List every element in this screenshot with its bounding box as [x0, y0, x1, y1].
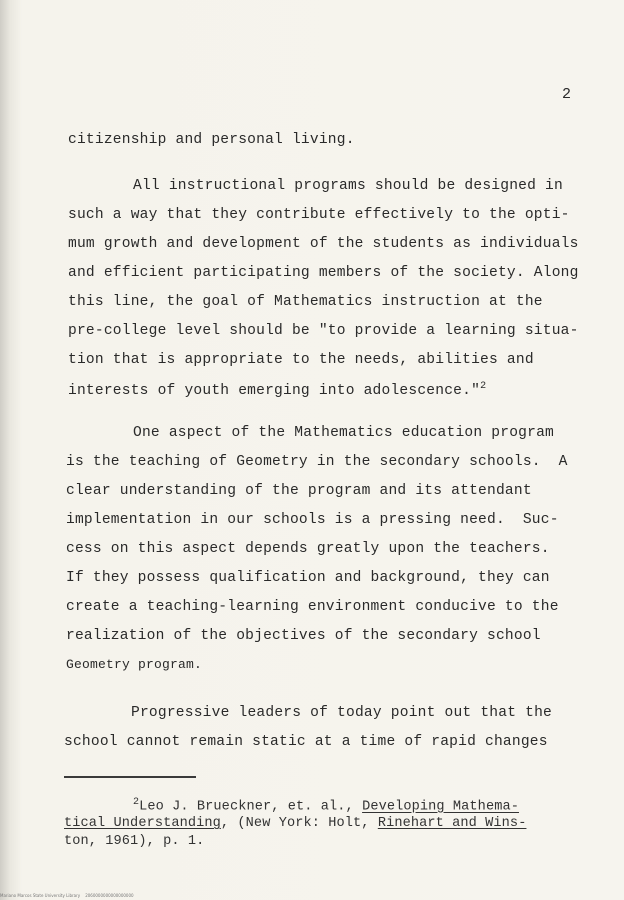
- text-line: cess on this aspect depends greatly upon the teachers.: [66, 541, 550, 557]
- footnote-divider: [64, 776, 196, 778]
- footnote-line: [64, 816, 526, 831]
- text-line: and efficient participating members of the society. Along: [68, 265, 579, 281]
- text-line: school cannot remain static at a time of rapid changes: [64, 734, 548, 750]
- text-line: If they possess qualification and background, they can: [66, 570, 550, 586]
- text-line: clear understanding of the program and its attendant: [66, 483, 532, 499]
- footnote-publisher: , (New York: Holt,: [220, 816, 378, 831]
- footnote-marker: 2: [133, 797, 140, 808]
- text-line: implementation in our schools is a pressing need. Suc-: [66, 512, 559, 528]
- text-line: pre-college level should be "to provide a learning situa-: [68, 323, 579, 339]
- text-line: such a way that they contribute effectively to the opti-: [68, 207, 570, 223]
- text-line: tion that is appropriate to the needs, abilities and: [68, 352, 534, 368]
- text-line: realization of the objectives of the secondary school: [66, 628, 541, 644]
- footnote-ref: 2: [480, 381, 487, 392]
- text-line: Progressive leaders of today point out that the: [131, 705, 553, 721]
- library-stamp: Mariano Marcos State University Library 2060000000000000000: [0, 893, 134, 898]
- text-line: citizenship and personal living.: [68, 132, 355, 148]
- footnote-title-cont: tical Understanding: [64, 816, 221, 831]
- footnote-author: Leo J. Brueckner, et. al.,: [139, 799, 363, 815]
- page-number: 2: [562, 86, 572, 103]
- footnote-line: ton, 1961), p. 1.: [64, 834, 205, 849]
- text-line: is the teaching of Geometry in the secondary schools. A: [66, 454, 568, 470]
- footnote-line: [133, 797, 519, 815]
- text-line: Geometry program.: [66, 657, 203, 672]
- text-line: [68, 381, 486, 399]
- text-line-body: interests of youth emerging into adolescence.": [68, 382, 481, 399]
- text-line: mum growth and development of the students as individuals: [68, 236, 579, 252]
- text-line: this line, the goal of Mathematics instruction at the: [68, 294, 543, 310]
- text-line: One aspect of the Mathematics education program: [133, 425, 555, 441]
- text-line: All instructional programs should be designed in: [133, 178, 563, 194]
- footnote-publisher-u: Rinehart and Wins-: [377, 816, 527, 831]
- footnote-title: Developing Mathema-: [362, 799, 519, 815]
- text-line: create a teaching-learning environment conducive to the: [66, 599, 559, 615]
